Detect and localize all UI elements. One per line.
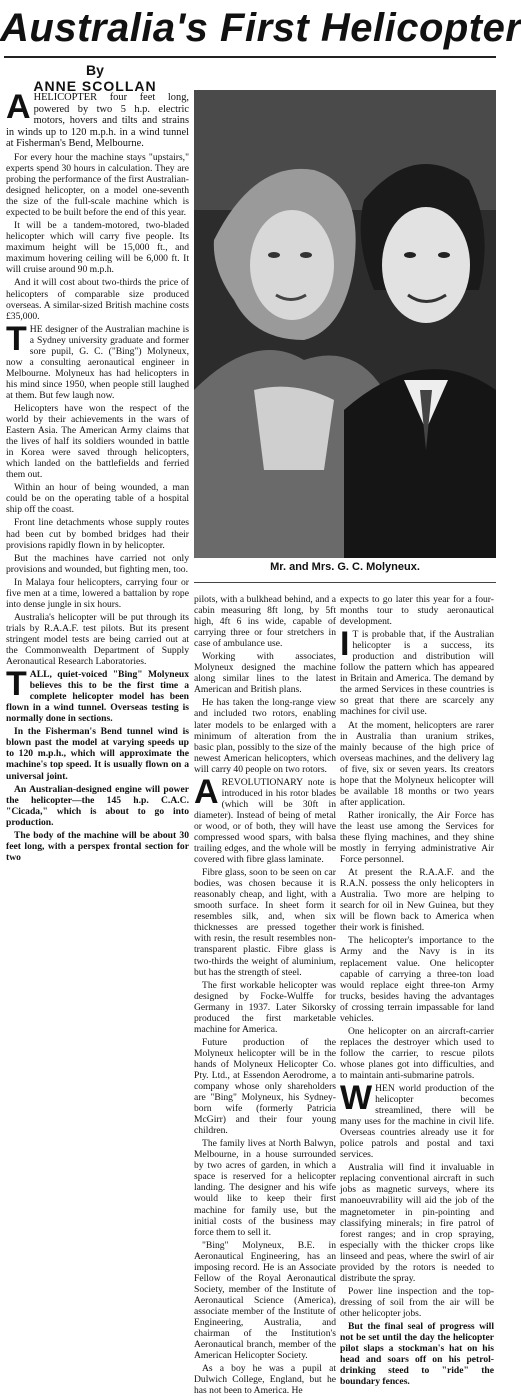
paragraph: But the final seal of progress will not be set until the day the helicopter pilot slaps a stockman's hat on his head and soars off on his petrol-drinking steed to "ride" the boundary fences. (340, 1321, 494, 1388)
paragraph: WHEN world production of the helicopter becomes streamlined, there will be many uses for the machine in civil life. Overseas countries already use it for police patrols and postal and taxi services. (340, 1079, 494, 1161)
paragraph: The first workable helicopter was designed by Focke-Wulffe for Germany in 1937. Later Sikorsky produced the first marketable machine for America. (194, 979, 336, 1035)
paragraph: The family lives at North Balwyn, Melbourne, in a house surrounded by two acres of garden, in which a space is reserved for a helicopter landing. The designer and his wife would like to keep their first machine for family use, but the initial costs of the business may force them to sell it. (194, 1138, 336, 1238)
paragraph: At the moment, helicopters are rarer in Australia than uranium strikes, mainly because of the high price of overseas machines, and the delivery lag of five, six or seven years. Its creators hope that the Molyneux helicopter will be available 18 months or two years after application. (340, 719, 494, 808)
headline-rule (4, 56, 496, 58)
paragraph: Australia will find it invaluable in replacing conventional aircraft in such jobs as magnetic surveys, where its manoeuvrability will aid the job of the magnetometer in pin-pointing and classifying minerals; in fire patrol of forest ranges; and in crop spraying, especially with the thicker crops like linseed and peas, where the swirl of air provided by the rotors is needed to distribute the spray. (340, 1162, 494, 1284)
paragraph: For every hour the machine stays "upstairs," experts spend 30 hours in calculation. They are probing the performance of the first Australian-designed helicopter, on a model one-seventh the size of the full-scale machine which is expected to be built before the end of this year. (6, 151, 189, 219)
drop-cap: A (6, 88, 31, 126)
paragraph: As a boy he was a pupil at Dulwich College, England, but he has not been to America. He (194, 1363, 336, 1396)
paragraph: pilots, with a bulkhead behind, and a cabin measuring 8ft long, by 5ft high, 4ft 6 ins wide, capable of carrying three or four stretchers in case of ambulance use. (194, 594, 336, 650)
photo-caption: Mr. and Mrs. G. C. Molyneux. (270, 561, 420, 573)
paragraph: In Malaya four helicopters, carrying four or five men at a time, lowered a battalion by rope into dense jungle in six hours. (6, 576, 189, 610)
paragraph: expects to go later this year for a four-months tour to study aeronautical development. (340, 594, 494, 628)
paragraph: Australia's helicopter will be put through its trials by R.A.A.F. test pilots. But its present stringent model tests are being carried out at the Commonwealth Department of Supply Aeronautical Research Laboratories. (6, 611, 189, 668)
paragraph: At present the R.A.A.F. and the R.A.N. possess the only helicopters in Australia. Two more are helping to search for oil in New Guinea, but they will be flown back to America when their work is finished. (340, 867, 494, 934)
article-column-3 (340, 594, 494, 1388)
byline-by: By (86, 62, 104, 78)
photo-mr-mrs-molyneux (194, 90, 496, 558)
drop-cap: W (340, 1079, 373, 1118)
paragraph: Working with associates, Molyneux designed the machine along similar lines to the latest American and British plans. (194, 651, 336, 696)
paragraph: Future production of the Molyneux helicopter will be in the hands of Molyneux Helicopter Co. Pty. Ltd., at Essendon Aerodrome, a company whose only shareholders are "Bing" Molyneux, his Sydney-born wife (formerly Patricia McGirr) and their four young children. (194, 1036, 336, 1137)
drop-cap: T (6, 665, 27, 704)
byline-author: ANNE SCOLLAN (33, 78, 157, 94)
paragraph: "Bing" Molyneux, B.E. in Aeronautical Engineering, has an imposing record. He is an Associate Fellow of the Royal Aeronautical Society, member of the Institute of Aeronautical Science (America), associate member of the Institute of Engineering, Australia, and chairman of the Institution's Aeronautical branch, member of the American Helicopter Society. (194, 1239, 336, 1362)
paragraph: The helicopter's importance to the Army and the Navy is in its replacement value. One helicopter capable of carrying a three-ton load would replace eight three-ton Army trucks, besides having the advantages of crossing terrain impassable for land vehicles. (340, 935, 494, 1024)
photo-image (194, 90, 496, 558)
article-column-2 (194, 594, 336, 1396)
drop-cap: I (340, 625, 350, 664)
paragraph: Within an hour of being wounded, a man could be on the operating table of a hospital ship off the coast. (6, 482, 189, 516)
paragraph: Helicopters have won the respect of the world by their achievements in the wars of Eastern Asia. The American Army claims that the lives of half its soldiers wounded in battle in Korea were saved through helicopters, which landed on the battlefields and ferried them out. (6, 403, 189, 481)
paragraph: The body of the machine will be about 30 feet long, with a perspex frontal section for two (6, 829, 189, 863)
paragraph: AREVOLUTIONARY note is introduced in his rotor blades (which will be 30ft in diameter). Instead of being of metal or wood, or of both, they will have compressed wood spars, with balsa trailing edges, and the whole will be covered with fibre glass laminate. (194, 772, 336, 866)
drop-cap: T (6, 319, 27, 358)
lead-paragraph: AHELICOPTER four feet long, powered by two 5 h.p. electric motors, hovers and tilts and strains in winds up to 120 m.p.h. in a wind tunnel at Fisherman's Bend, Melbourne. (6, 88, 189, 150)
paragraph: Fibre glass, soon to be seen on car bodies, was chosen because it is reasonably cheap, and light, with a smooth surface. In sheet form it resembles silk, and, when six thicknesses are pressed together with resin, the result resembles non-transparent plastic. Fibre glass is two-thirds the weight of aluminium, but has the strength of steel. (194, 867, 336, 978)
paragraph: In the Fisherman's Bend tunnel wind is blown past the model at varying speeds up to 120 m.p.h., which will approximate the machine's top speed. It is usually flown on a universal joint. (6, 726, 189, 782)
paragraph: THE designer of the Australian machine is a Sydney university graduate and former sore pupil, G. C. ("Bing") Molyneux, now a consulting aeronautical engineer in Melbourne. Molyneux has had helicopters in his mind since 1950, when people still laughed at them. But few laugh now. (6, 319, 189, 401)
paragraph: It will be a tandem-motored, two-bladed helicopter which will carry five people. Its maximum height will be 15,000 ft., and maximum hovering ceiling will be 6,000 ft. It will cruise around 90 m.p.h. (6, 220, 189, 276)
article-column-1 (6, 88, 189, 1140)
paragraph: I T is probable that, if the Australian helicopter is a success, its production and distribution will follow the pattern which has appeared in Britain and America. The demand by the armed Services in these countries is so great that there are scarcely any machines for civil use. (340, 625, 494, 718)
paragraph: He has taken the long-range view and included two rotors, enabling later models to be enlarged with a minimum of alteration from the basic plan, possibly to the size of the newest American helicopters, which will carry 40 people on two rotors. (194, 697, 336, 775)
paragraph: One helicopter on an aircraft-carrier replaces the destroyer which used to follow the carrier, to rescue pilots whose planes got into difficulties, and to maintain anti-submarine patrols. (340, 1025, 494, 1081)
paragraph: TALL, quiet-voiced "Bing" Molyneux believes this to be the first time a complete helicopter model has been flown in a wind tunnel. Overseas testing is normally done in sections. (6, 665, 189, 725)
headline: Australia's First Helicopter (0, 6, 521, 50)
paragraph: But the machines have carried not only provisions and wounded, but fighting men, too. (6, 552, 189, 575)
paragraph: An Australian-designed engine will power the helicopter—the 145 h.p. C.A.C. "Cicada," which is about to go into production. (6, 783, 189, 828)
paragraph: Rather ironically, the Air Force has the least use among the Services for these flying machines, and they shine mostly in ferrying administrative Air Force personnel. (340, 809, 494, 866)
paragraph: And it will cost about two-thirds the price of helicopters of comparable size produced overseas. A similar-sized British machine costs £35,000. (6, 277, 189, 322)
drop-cap: A (194, 772, 219, 811)
paragraph: Front line detachments whose supply routes had been cut by bombed bridges had their provisions rapidly flown in by helicopter. (6, 517, 189, 551)
caption-rule (194, 582, 496, 583)
paragraph: Power line inspection and the top-dressing of soil from the air will be other helicopter jobs. (340, 1285, 494, 1319)
